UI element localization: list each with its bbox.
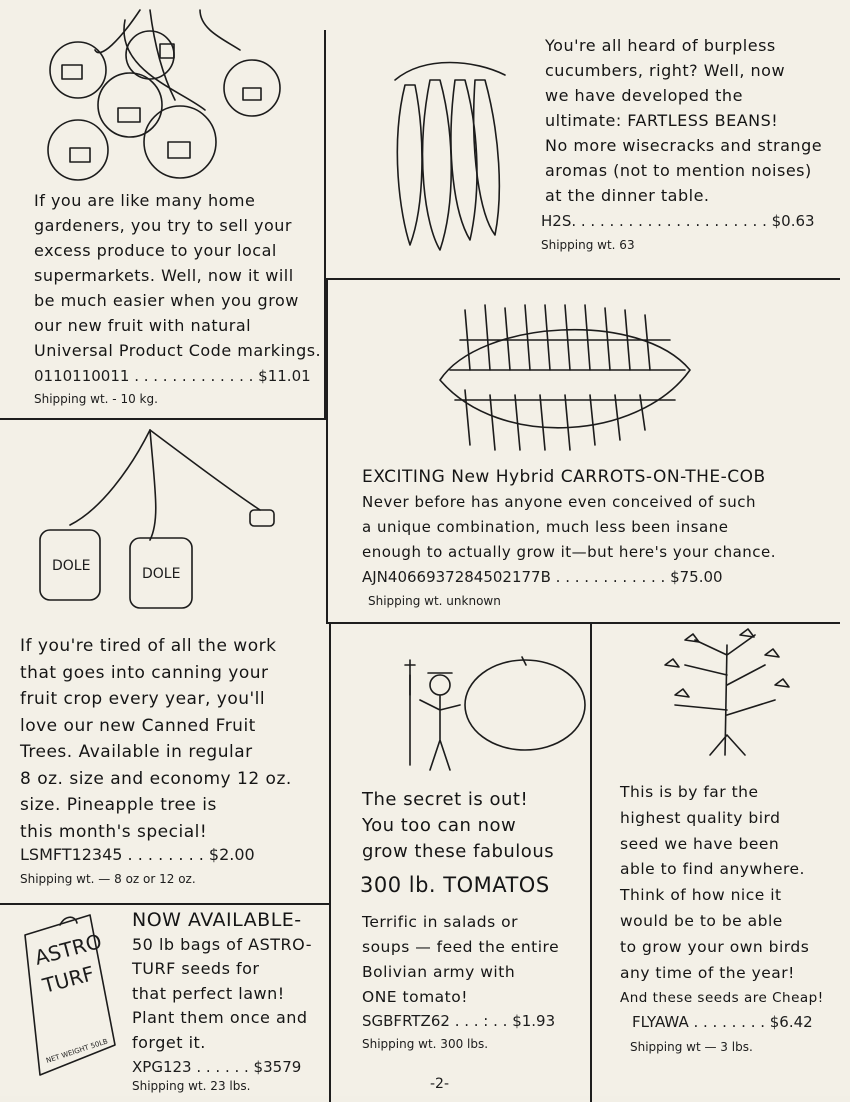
tomato-line-1: The secret is out! [362,789,529,810]
svg-text:TURF: TURF [40,961,97,998]
bird-line-5: Think of how nice it [620,886,782,905]
beans-line-4: ultimate: FARTLESS BEANS! [545,111,779,130]
svg-text:DOLE: DOLE [142,566,181,582]
svg-text:DOLE: DOLE [52,558,91,574]
divider-vertical-lower [329,622,331,1102]
bird-line-2: highest quality bird [620,808,781,827]
bird-line-8: any time of the year! [620,963,795,982]
giant-tomato-illustration [400,655,610,775]
canned-shipping: Shipping wt. — 8 oz or 12 oz. [20,872,196,886]
canned-line-7: size. Pineapple tree is [20,795,217,815]
astroturf-line-2: 50 lb bags of ASTRO- [132,934,312,954]
tomato-line-4: Terrific in salads or [362,913,518,931]
beans-price-line: H2S. . . . . . . . . . . . . . . . . . . . . $0.63 [541,212,815,230]
carrots-line-3: a unique combination, much less been insane [362,518,729,536]
canned-fruit-tree-illustration [40,430,290,610]
tomato-line-3: grow these fabulous [362,841,555,862]
divider-top-left [0,418,326,420]
tomato-headline: 300 lb. TOMATOS [360,873,550,897]
astroturf-line-6: forget it. [132,1032,206,1052]
upc-fruit-description [34,188,321,363]
carrots-description [362,465,776,565]
astroturf-line-5: Plant them once and [132,1008,308,1027]
tomato-description-2 [362,910,559,1010]
canned-price-line: LSMFT12345 . . . . . . . . $2.00 [20,845,255,864]
beans-line-2: cucumbers, right? Well, now [545,61,786,80]
svg-text:NET WEIGHT 50LB: NET WEIGHT 50LB [45,1037,109,1065]
beans-illustration [385,55,515,255]
astroturf-line-4: that perfect lawn! [132,983,285,1003]
bird-seed-description [620,780,824,1012]
beans-line-7: at the dinner table. [545,186,710,205]
beans-line-6: aromas (not to mention noises) [545,161,812,180]
carrots-shipping: Shipping wt. unknown [368,594,501,608]
bird-price-line: FLYAWA . . . . . . . . $6.42 [632,1013,813,1031]
divider-vertical-middle [326,278,328,623]
beans-line-1: You're all heard of burpless [545,36,776,55]
bird-line-6: would be to be able [620,911,783,930]
tomato-shipping: Shipping wt. 300 lbs. [362,1037,489,1051]
bird-line-3: seed we have been [620,834,780,853]
upc-line-3: excess produce to your local [34,241,277,260]
astroturf-description [132,908,312,1055]
canned-line-1: If you're tired of all the work [20,636,277,656]
upc-line-7: Universal Product Code markings. [34,341,322,360]
upc-line-1: If you are like many home [34,191,256,210]
upc-line-4: supermarkets. Well, now it will [34,266,294,285]
tomato-line-2: You too can now [362,815,517,836]
bird-line-4: able to find anywhere. [620,860,805,879]
carrots-line-2: Never before has anyone even conceived of such [362,493,756,511]
carrots-line-4: enough to actually grow it—but here's your chance. [362,543,777,561]
bird-line-1: This is by far the [620,783,759,801]
tomato-price-line: SGBFRTZ62 . . . : . . $1.93 [362,1012,556,1030]
canned-line-3: fruit crop every year, you'll [20,689,266,709]
tomato-line-7: ONE tomato! [362,988,468,1006]
tomato-description [362,787,554,865]
upc-line-2: gardeners, you try to sell your [34,216,292,235]
astroturf-line-3: TURF seeds for [132,959,260,978]
bird-line-7: to grow your own birds [620,937,810,956]
carrots-headline: EXCITING New Hybrid CARROTS-ON-THE-COB [362,467,766,487]
tomato-line-6: Bolivian army with [362,963,516,981]
bird-line-9: And these seeds are Cheap! [620,990,824,1007]
svg-text:ASTRO: ASTRO [32,928,105,970]
beans-line-3: we have developed the [545,86,743,105]
beans-description [545,33,822,208]
astroturf-headline: NOW AVAILABLE- [132,909,302,931]
divider-middle-right [326,622,840,624]
divider-bottom-left [0,903,330,905]
bird-tree-illustration [655,625,805,765]
canned-fruit-description [20,633,292,845]
astroturf-price-line: XPG123 . . . . . . $3579 [132,1058,302,1076]
astroturf-shipping: Shipping wt. 23 lbs. [132,1079,251,1093]
tomato-line-5: soups — feed the entire [362,938,560,956]
beans-line-5: No more wisecracks and strange [545,136,823,155]
carrots-price-line: AJN4066937284502177B . . . . . . . . . . . . $75.00 [362,568,723,586]
canned-line-8: this month's special! [20,821,208,842]
upc-line-6: our new fruit with natural [34,316,252,335]
upc-fruit-illustration [40,10,290,180]
upc-line-5: be much easier when you grow [34,291,299,310]
canned-line-6: 8 oz. size and economy 12 oz. [20,768,292,789]
bird-shipping: Shipping wt — 3 lbs. [630,1040,753,1054]
beans-shipping: Shipping wt. 63 [541,238,635,252]
canned-line-5: Trees. Available in regular [20,742,253,762]
canned-line-4: love our new Canned Fruit [20,715,256,736]
astroturf-bag-illustration [15,915,125,1075]
canned-line-2: that goes into canning your [20,662,269,683]
upc-shipping: Shipping wt. - 10 kg. [34,392,158,406]
carrot-cob-illustration [440,300,690,460]
page-number: -2- [430,1076,450,1092]
divider-top-right [326,278,840,280]
upc-price-line: 0110110011 . . . . . . . . . . . . . $11.01 [34,367,311,385]
